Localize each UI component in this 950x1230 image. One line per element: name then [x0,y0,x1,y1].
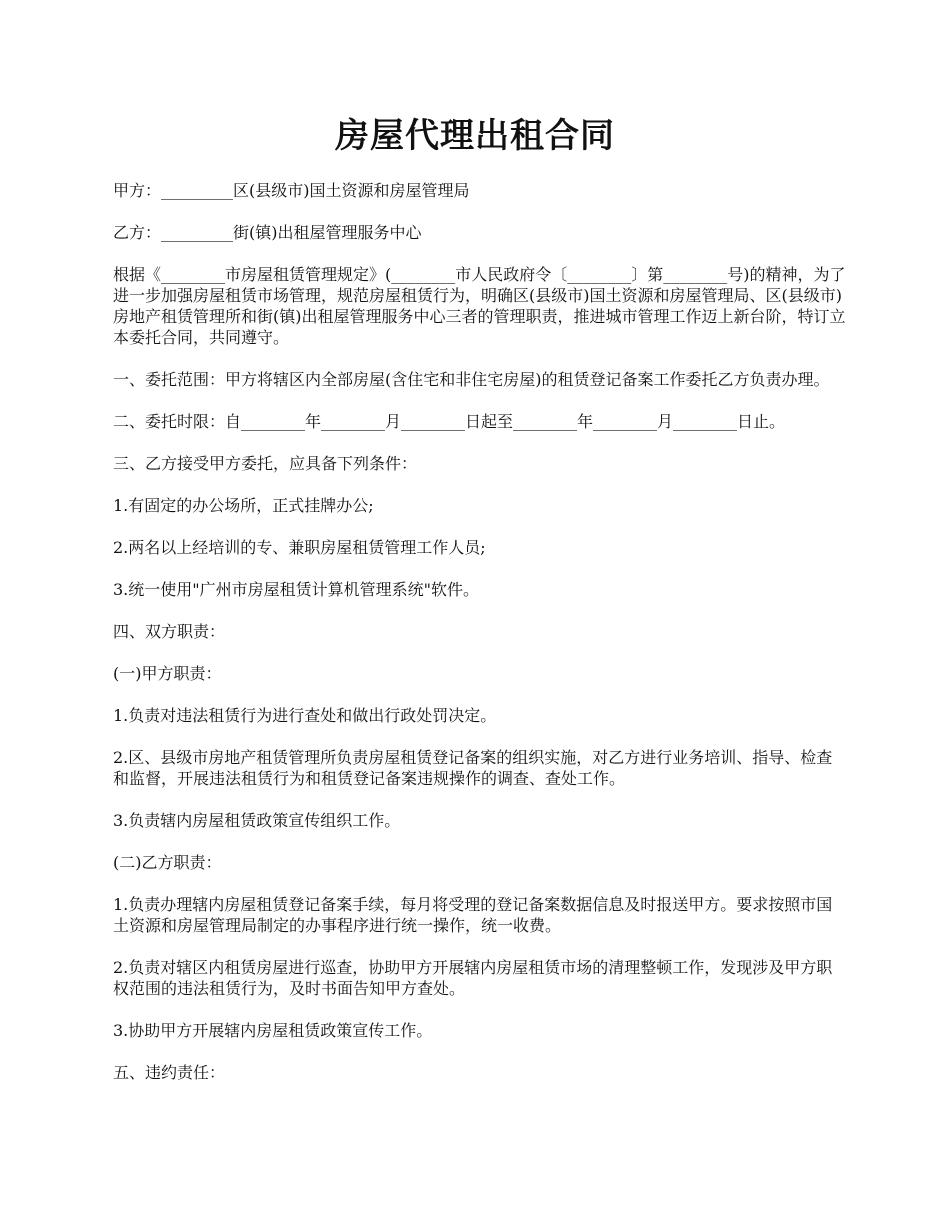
document-title: 房屋代理出租合同 [335,116,615,156]
party-a-duty-2: 2.区、县级市房地产租赁管理所负责房屋租赁登记备案的组织实施，对乙方进行业务培训、指导、检查和监督，开展违法租赁行为和租赁登记备案违规操作的调查、查处工作。 [113,748,833,788]
party-b-duty-1: 1.负责办理辖内房屋租赁登记备案手续，每月将受理的登记备案数据信息及时报送甲方。要求按照市国土资源和房屋管理局制定的办事程序进行统一操作，统一收费。 [113,895,833,935]
party-a-line: 甲方：_________区(县级市)国土资源和房屋管理局 [113,181,470,200]
clause-3-item-3: 3.统一使用"广州市房屋租赁计算机管理系统"软件。 [113,580,479,599]
clause-4-heading: 四、双方职责： [113,622,226,641]
preamble-paragraph: 根据《________市房屋租赁管理规定》(________市人民政府令〔________〕第________号)的精神，为了进一步加强房屋租赁市场管理，规范房屋租赁行为，明确区(县级市)国土资源和房屋管理局、区(县级市)房地产租赁管理所和街(镇)出租屋管理服务中心三者的管理职责，推进城市管理工作迈上新台阶，特订立本委托合同，共同遵守。 [113,265,846,347]
clause-1-scope: 一、委托范围：甲方将辖区内全部房屋(含住宅和非住宅房屋)的租赁登记备案工作委托乙方负责办理。 [113,370,830,389]
party-b-duty-2: 2.负责对辖区内租赁房屋进行巡查，协助甲方开展辖内房屋租赁市场的清理整顿工作，发现涉及甲方职权范围的违法租赁行为，及时书面告知甲方查处。 [113,958,833,998]
clause-2-term: 二、委托时限：自________年________月________日起至________年________月________日止。 [113,412,786,431]
party-a-duty-1: 1.负责对违法租赁行为进行查处和做出行政处罚决定。 [113,706,497,725]
clause-3-item-2: 2.两名以上经培训的专、兼职房屋租赁管理工作人员; [113,538,486,557]
document-body [113,180,848,1104]
party-a-duties-heading: (一)甲方职责： [113,664,222,683]
clause-3-item-1: 1.有固定的办公场所，正式挂牌办公; [113,496,374,515]
party-b-duties-heading: (二)乙方职责： [113,853,222,872]
party-b-duty-3: 3.协助甲方开展辖内房屋租赁政策宣传工作。 [113,1021,433,1040]
party-a-duty-3: 3.负责辖内房屋租赁政策宣传组织工作。 [113,811,401,830]
clause-3-heading: 三、乙方接受甲方委托，应具备下列条件： [113,454,418,473]
clause-5-heading: 五、违约责任： [113,1063,226,1082]
party-b-line: 乙方：_________街(镇)出租屋管理服务中心 [113,223,422,242]
